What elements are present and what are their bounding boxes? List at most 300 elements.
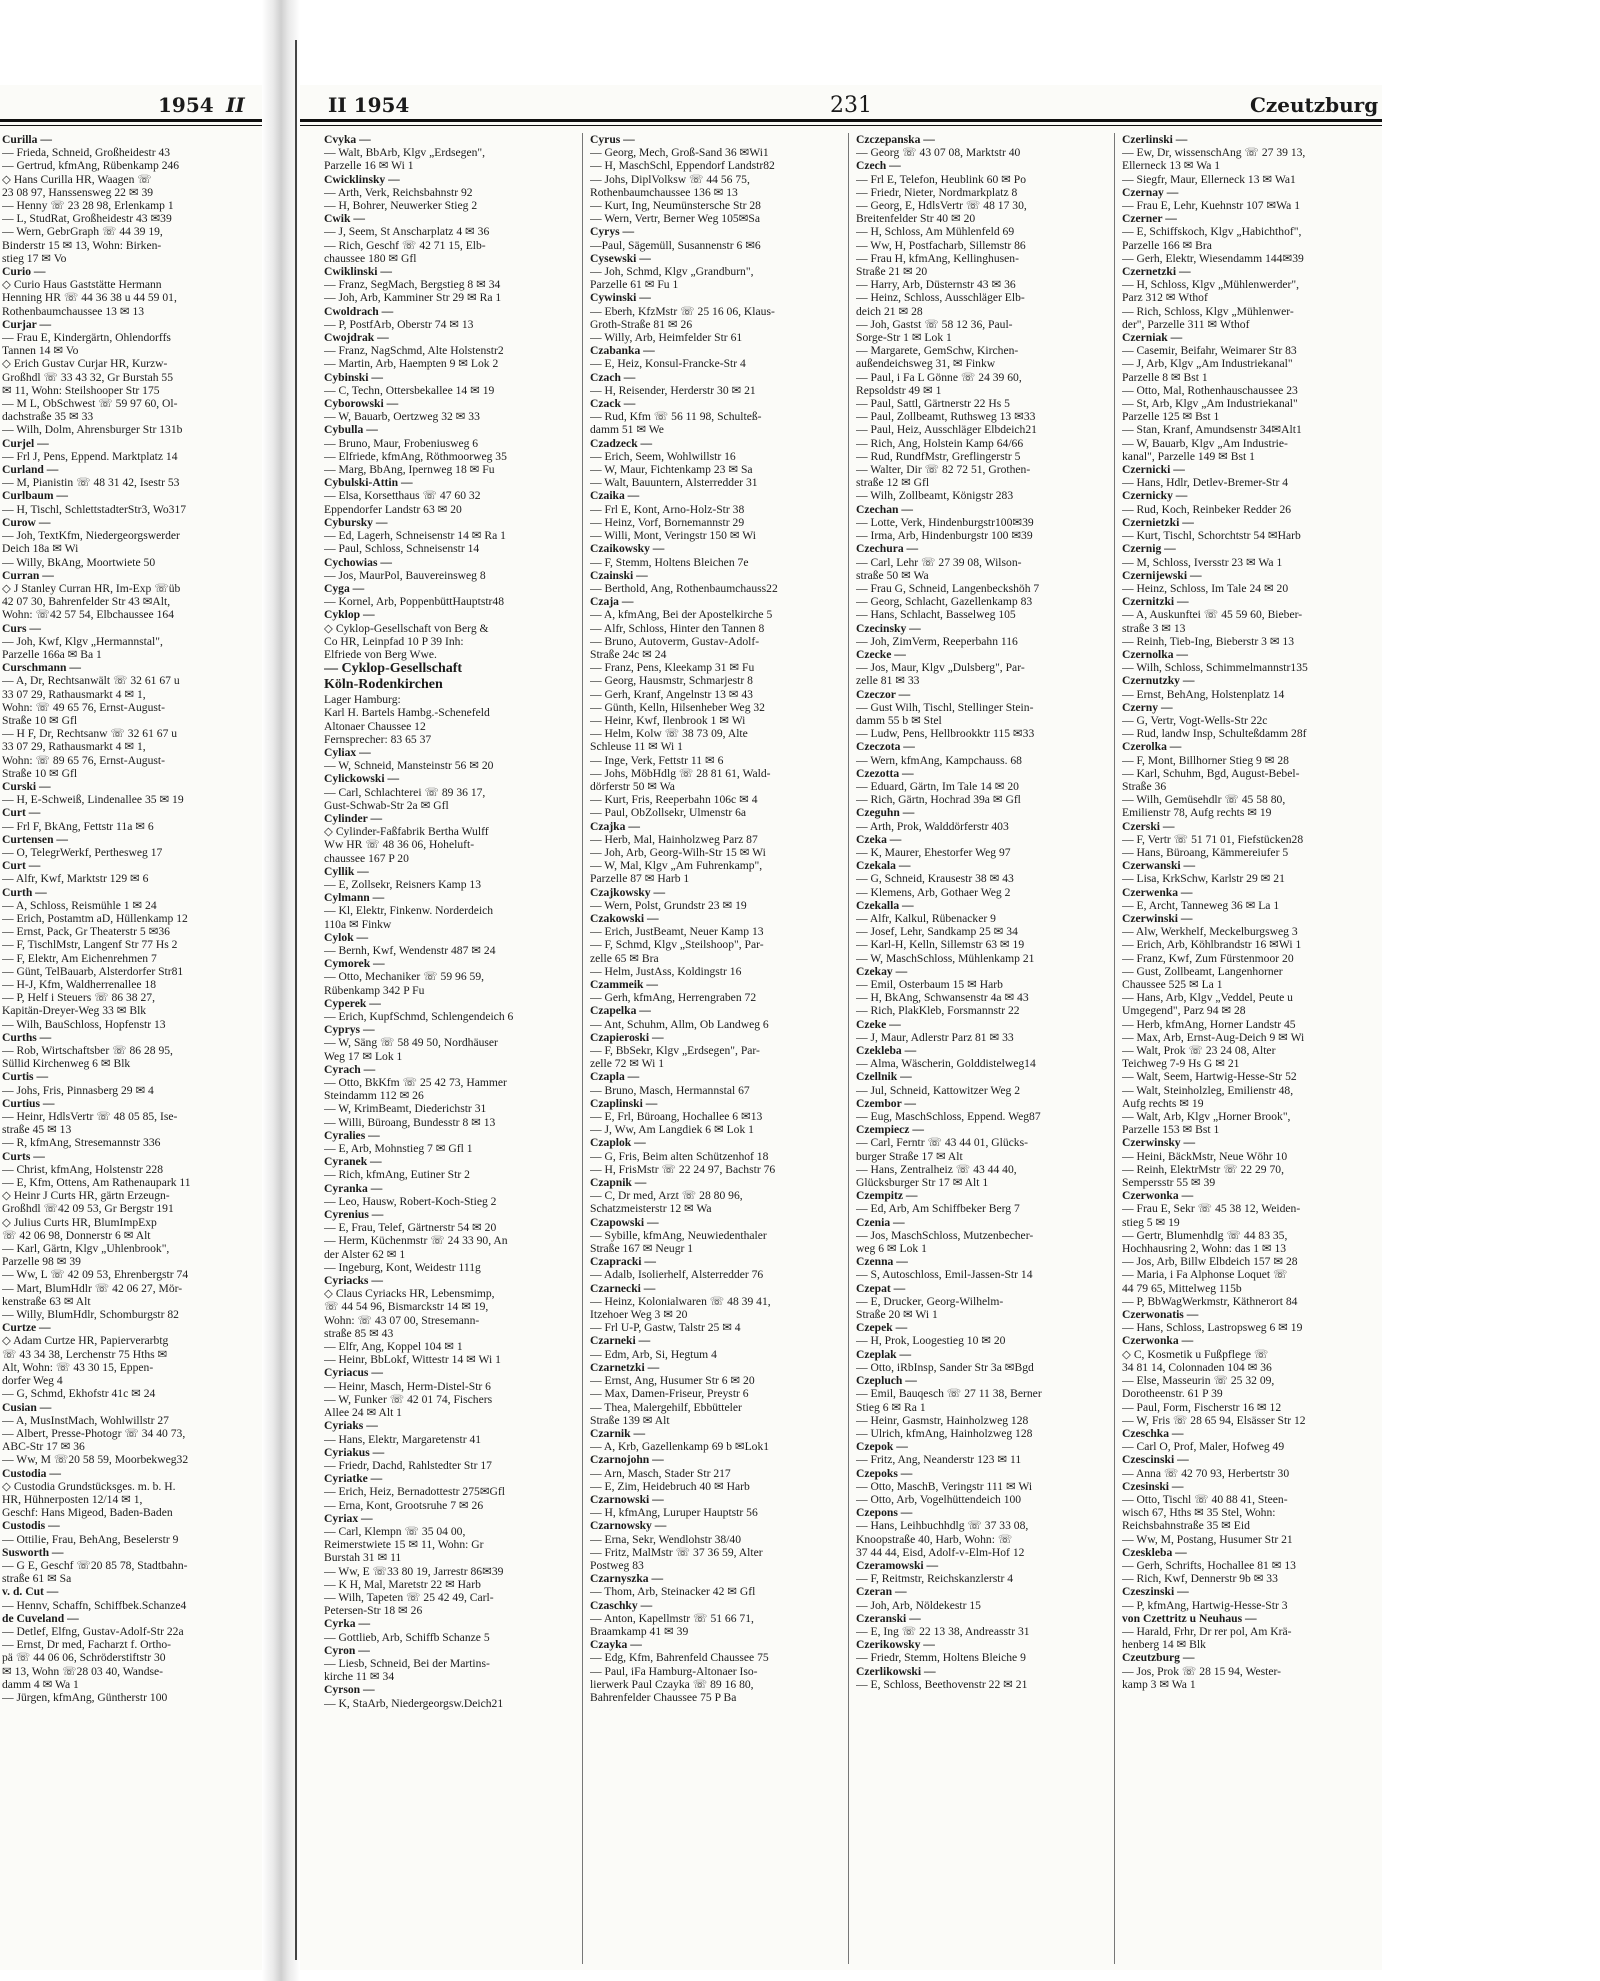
directory-entry: — W, Bauarb, Oertzweg 32 ✉ 33: [324, 410, 480, 424]
directory-entry: ◇ C, Kosmetik u Fußpflege ☏: [1122, 1347, 1269, 1361]
directory-entry: Deich 18a ✉ Wi: [2, 542, 79, 556]
directory-entry: — Wilh, Gemüsehdlr ☏ 45 58 80,: [1122, 793, 1286, 807]
directory-entry: — W, KrimBeamt, Diederichstr 31: [324, 1102, 487, 1116]
directory-entry: — Rich, Gärtn, Hochrad 39a ✉ Gfl: [856, 793, 1021, 807]
directory-entry: — S, Autoschloss, Emil-Jassen-Str 14: [856, 1268, 1033, 1282]
directory-entry: — Ulrich, kfmAng, Hainholzweg 128: [856, 1426, 1033, 1440]
directory-entry: Cylinder —: [324, 811, 383, 825]
directory-entry: Czeguhn —: [856, 806, 915, 820]
directory-entry: Cybursky —: [324, 515, 388, 529]
directory-entry: — Thea, Malergehilf, Ebbütteler: [590, 1400, 742, 1414]
directory-entry: 44 79 65, Mittelweg 115b: [1122, 1281, 1242, 1295]
directory-entry: — Erich, KupfSchmd, Schlengendeich 6: [324, 1010, 514, 1023]
directory-entry: Großhdl ☏42 09 53, Gr Bergstr 191: [2, 1202, 174, 1216]
directory-entry: — Wilh, Zollbeamt, Königstr 283: [856, 489, 1014, 503]
directory-entry: — E, Zollsekr, Reisners Kamp 13: [324, 877, 481, 891]
directory-entry: — Detlef, Elfng, Gustav-Adolf-Str 22a: [2, 1624, 184, 1638]
directory-entry: Cyrys —: [590, 225, 635, 239]
directory-entry: — H, FrisMstr ☏ 22 24 97, Bachstr 76: [590, 1162, 776, 1176]
directory-entry: — H-J, Kfm, Waldherrenallee 18: [2, 978, 157, 991]
directory-entry: — Joh, TextKfm, Niedergeorgswerder: [2, 529, 180, 543]
directory-entry: — Max, Arb, Ernst-Aug-Deich 9 ✉ Wi: [1122, 1030, 1305, 1044]
directory-entry: — F, Mont, Billhorner Stieg 9 ✉ 28: [1122, 753, 1289, 767]
directory-entry: — Friedr, Dachd, Rahlstedter Str 17: [324, 1458, 492, 1472]
directory-entry: — Walt, Steinholzleg, Emilienstr 48,: [1122, 1083, 1294, 1097]
directory-entry: Curtze —: [2, 1321, 51, 1335]
directory-entry: — W, Schneid, Mansteinstr 56 ✉ 20: [324, 759, 494, 773]
directory-entry: — E, Heiz, Konsul-Francke-Str 4: [590, 357, 746, 371]
directory-entry: — Rich, PlakKleb, Forsmannstr 22: [856, 1004, 1020, 1018]
directory-entry: — Joh, Kwf, Klgv „Hermannstal",: [2, 634, 163, 648]
directory-entry: — P, PostfArb, Oberstr 74 ✉ 13: [324, 317, 474, 331]
directory-entry: Czechura —: [856, 542, 919, 556]
directory-entry: Parzelle 8 ✉ Bst 1: [1122, 370, 1208, 384]
directory-entry: Wohn: ☏42 57 54, Elbchaussee 164: [2, 608, 174, 622]
directory-entry: — Rud, Koch, Reinbeker Redder 26: [1122, 502, 1292, 516]
header-rule: [300, 119, 1382, 122]
directory-entry: — Wilh, Dolm, Ahrensburger Str 131b: [2, 423, 183, 437]
directory-entry: — J, Ww, Am Langdiek 6 ✉ Lok 1: [590, 1123, 754, 1137]
directory-entry: — R, kfmAng, Stresemannstr 336: [2, 1136, 161, 1150]
directory-entry: wisch 67, Hths ✉ 35 Stel, Wohn:: [1122, 1506, 1276, 1520]
directory-entry: Cyllik —: [324, 864, 369, 878]
directory-entry: — Georg, E, HdlsVertr ☏ 48 17 30,: [856, 199, 1027, 213]
directory-entry: Süllid Kirchenweg 6 ✉ Blk: [2, 1057, 131, 1071]
directory-entry: henberg 14 ✉ Blk: [1122, 1638, 1206, 1652]
directory-entry: Cysewski —: [590, 251, 651, 265]
directory-entry: — Rud, RundfMstr, Greflingerstr 5: [856, 449, 1021, 463]
directory-entry: — Anton, Kapellmstr ☏ 51 66 71,: [590, 1611, 754, 1625]
directory-entry: stieg 17 ✉ Vo: [2, 251, 67, 265]
directory-entry: Czernolka —: [1122, 647, 1189, 661]
running-head: Czeutzburg: [1250, 93, 1379, 117]
directory-entry: — W, Mal, Klgv „Am Fuhrenkamp",: [590, 859, 763, 873]
directory-entry: 42 07 30, Bahrenfelder Str 43 ✉Alt,: [2, 595, 171, 609]
directory-entry: — Ant, Schuhm, Allm, Ob Landweg 6: [590, 1017, 769, 1031]
directory-entry: kanal", Parzelle 149 ✉ Bst 1: [1122, 449, 1255, 463]
directory-entry: — K, StaArb, Niedergeorgsw.Deich21: [324, 1696, 504, 1710]
directory-entry: Cyriax —: [324, 1511, 373, 1525]
directory-entry: — C, Dr med, Arzt ☏ 28 80 96,: [590, 1189, 743, 1203]
directory-entry: — Arth, Prok, Walddörferstr 403: [856, 819, 1009, 833]
directory-entry: Henning HR ☏ 44 36 38 u 44 59 01,: [2, 291, 177, 305]
directory-entry: Cybulski-Attin —: [324, 476, 413, 490]
directory-entry: Itzehoer Weg 3 ✉ 20: [590, 1308, 688, 1322]
directory-entry: Straße 10 ✉ Gfl: [2, 766, 78, 780]
directory-entry: Czarnik —: [590, 1426, 646, 1440]
directory-entry: Czeskleba —: [1122, 1545, 1187, 1559]
directory-entry: Czekay —: [856, 964, 908, 978]
directory-entry: Czernetzki —: [1122, 265, 1191, 279]
directory-entry: Cyprys —: [324, 1023, 375, 1037]
directory-entry: Teichweg 7-9 Hs G ✉ 21: [1122, 1057, 1240, 1071]
directory-entry: — Franz, Kwf, Zum Fürstenmoor 20: [1122, 951, 1294, 965]
directory-entry: — Elfriede, kfmAng, Röthmoorweg 35: [324, 449, 507, 463]
directory-entry: Cylickowski —: [324, 772, 400, 786]
directory-entry: — Elfr, Ang, Koppel 104 ✉ 1: [324, 1340, 463, 1354]
directory-entry: ◇ Heinr J Curts HR, gärtn Erzeugn-: [2, 1189, 170, 1203]
directory-entry: — Erna, Kont, Grootsruhe 7 ✉ 26: [324, 1498, 484, 1512]
directory-entry: Czerlikowski —: [856, 1664, 936, 1678]
directory-entry: — K, Maurer, Ehestorfer Weg 97: [856, 845, 1011, 859]
directory-entry: Czeke —: [856, 1017, 901, 1031]
directory-entry: — H, Tischl, SchlettstadterStr3, Wo317: [2, 502, 187, 516]
directory-entry: Ww HR ☏ 48 36 06, Hoheluft-: [324, 838, 475, 852]
directory-entry: Curth —: [2, 885, 47, 899]
directory-entry: — Lotte, Verk, Hindenburgstr100✉39: [856, 515, 1034, 529]
directory-entry: — A, Schloss, Reismühle 1 ✉ 24: [2, 898, 157, 912]
directory-entry: — Hennv, Schaffn, Schiffbek.Schanze4: [2, 1598, 187, 1612]
directory-entry: — Ww, H, Postfacharb, Sillemstr 86: [856, 238, 1026, 252]
left-page: [0, 85, 262, 1970]
header-rule-thin: [0, 125, 262, 126]
directory-entry: — Heinz, Schloss, Im Tale 24 ✉ 20: [1122, 581, 1289, 595]
directory-entry: — Helm, Kolw ☏ 38 73 09, Alte: [590, 727, 748, 741]
directory-entry: Czernig —: [1122, 542, 1176, 556]
directory-entry: 23 08 97, Hanssensweg 22 ✉ 39: [2, 185, 154, 199]
directory-entry: Czepoks —: [856, 1466, 913, 1480]
directory-entry: — Emil, Osterbaum 15 ✉ Harb: [856, 978, 1003, 991]
directory-entry: — F, TischlMstr, Langenf Str 77 Hs 2: [2, 938, 178, 952]
header-rule-thin: [300, 125, 1382, 126]
directory-entry: — Frau E, Sekr ☏ 45 38 12, Weiden-: [1122, 1202, 1301, 1216]
directory-entry: — Paul, Zollbeamt, Ruthsweg 13 ✉33: [856, 410, 1036, 424]
directory-entry: — Heinr, Masch, Herm-Distel-Str 6: [324, 1379, 491, 1393]
directory-entry: — G E, Geschf ☏20 85 78, Stadtbahn-: [2, 1558, 188, 1572]
directory-entry: Parzelle 61 ✉ Fu 1: [590, 278, 679, 292]
directory-entry: — Arth, Verk, Reichsbahnstr 92: [324, 185, 473, 199]
directory-entry: — Heinr, Gasmstr, Hainholzweg 128: [856, 1413, 1029, 1427]
directory-entry: ◇ Adam Curtze HR, Papierverarbtg: [2, 1334, 169, 1348]
directory-entry: Großhdl ☏ 33 43 32, Gr Burstah 55: [2, 370, 174, 384]
directory-entry: Czaplok —: [590, 1136, 646, 1150]
directory-entry: — Rich, Kwf, Dennerstr 9b ✉ 33: [1122, 1572, 1278, 1586]
directory-entry: — Hans, Büroang, Kämmereiufer 5: [1122, 845, 1289, 859]
directory-entry: 33 07 29, Rathausmarkt 4 ✉ 1,: [2, 740, 146, 754]
directory-entry: Eppendorfer Landstr 63 ✉ 20: [324, 502, 462, 516]
directory-entry: — Wern, Vertr, Berner Weg 105✉Sa: [590, 212, 760, 226]
directory-entry: — Anna ☏ 42 70 93, Herbertstr 30: [1122, 1466, 1290, 1480]
directory-entry: — Gerh, kfmAng, Herrengraben 72: [590, 991, 757, 1005]
directory-entry: — Martin, Arb, Haempten 9 ✉ Lok 2: [324, 357, 499, 371]
directory-entry: — Margarete, GemSchw, Kirchen-: [856, 344, 1019, 358]
directory-entry: Czeranski —: [856, 1611, 921, 1625]
directory-entry: — E, Ing ☏ 22 13 38, Andreasstr 31: [856, 1624, 1030, 1638]
directory-entry: — Rich, kfmAng, Eutiner Str 2: [324, 1168, 470, 1182]
directory-entry: — Paul, Heiz, Ausschläger Elbdeich21: [856, 423, 1037, 437]
directory-entry: — Hans, Hdlr, Detlev-Bremer-Str 4: [1122, 476, 1289, 490]
directory-entry: — Jos, MaurPol, Bauvereinsweg 8: [324, 568, 486, 582]
directory-entry: — Ludw, Pens, Hellbrookktr 115 ✉33: [856, 727, 1035, 741]
directory-entry: Czescinski —: [1122, 1453, 1189, 1467]
gutter-rule: [295, 40, 297, 1960]
directory-entry: — Erna, Sekr, Wendlohstr 38/40: [590, 1532, 742, 1546]
directory-entry: — M, Pianistin ☏ 48 31 42, Isestr 53: [2, 476, 180, 490]
directory-entry: ☏ 43 34 38, Lerchenstr 75 Hths ✉: [2, 1347, 168, 1361]
directory-entry: Czerikowsky —: [856, 1638, 935, 1652]
directory-entry: — Kornel, Arb, PoppenbüttHauptstr48: [324, 595, 505, 609]
directory-entry: Cwojdrak —: [324, 331, 389, 345]
directory-entry: Sorge-Str 1 ✉ Lok 1: [856, 331, 952, 345]
directory-entry: — Rob, Wirtschaftsber ☏ 86 28 95,: [2, 1044, 173, 1058]
directory-entry: Parzelle 125 ✉ Bst 1: [1122, 410, 1220, 424]
directory-entry: — Rich, Schloss, Klgv „Mühlenwer-: [1122, 304, 1294, 318]
directory-entry: Curski —: [2, 779, 51, 793]
directory-entry: Czenia —: [856, 1215, 905, 1229]
directory-entry: Parzelle 166 ✉ Bra: [1122, 238, 1212, 252]
directory-entry: Fernsprecher: 83 65 37: [324, 732, 432, 746]
directory-entry: — Otto, BkKfm ☏ 25 42 73, Hammer: [324, 1076, 507, 1090]
directory-entry: der", Parzelle 311 ✉ Wthof: [1122, 317, 1250, 331]
directory-entry: Czaschky —: [590, 1598, 653, 1612]
directory-entry: — W, Fris ☏ 28 65 94, Elsässer Str 12: [1122, 1413, 1306, 1427]
directory-entry: — G, Schneid, Krausestr 38 ✉ 43: [856, 872, 1014, 886]
directory-entry: — E, Zim, Heidebruch 40 ✉ Harb: [590, 1479, 750, 1493]
directory-entry: Czeczor —: [856, 687, 911, 701]
directory-entry: Geschf: Hans Migeod, Baden-Baden: [2, 1506, 173, 1520]
directory-entry: Czabanka —: [590, 344, 655, 358]
directory-entry: Cyriacks —: [324, 1274, 383, 1288]
directory-entry: — Johs, Fris, Pinnasberg 29 ✉ 4: [2, 1083, 154, 1097]
directory-entry: — Leo, Hausw, Robert-Koch-Stieg 2: [324, 1194, 497, 1208]
directory-entry: — Irma, Arb, Hindenburgstr 100 ✉39: [856, 529, 1033, 543]
directory-entry: — Georg, Hausmstr, Schmarjestr 8: [590, 674, 753, 688]
directory-entry: Czerwonka —: [1122, 1189, 1194, 1203]
directory-entry: Czecinsky —: [856, 621, 921, 635]
directory-entry: — Hans, Elektr, Margaretenstr 41: [324, 1432, 482, 1446]
directory-entry: zelle 81 ✉ 33: [856, 674, 920, 688]
directory-entry: dörferstr 50 ✉ Wa: [590, 779, 675, 793]
directory-entry: Cwoldrach —: [324, 304, 394, 318]
directory-entry: — P, Helf i Steuers ☏ 86 38 27,: [2, 991, 155, 1005]
directory-entry: — Wern, Polst, Grundstr 23 ✉ 19: [590, 898, 747, 912]
directory-entry: Czapelka —: [590, 1004, 651, 1018]
directory-entry: — Wilh, BauSchloss, Hopfenstr 13: [2, 1017, 166, 1031]
directory-entry: — Ernst, BehAng, Holstenplatz 14: [1122, 687, 1285, 701]
directory-entry: Curtensen —: [2, 832, 69, 846]
directory-entry: — K H, Mal, Maretstr 22 ✉ Harb: [324, 1577, 481, 1591]
directory-entry: Czernitzki —: [1122, 595, 1189, 609]
directory-entry: — G, Fris, Beim alten Schützenhof 18: [590, 1149, 769, 1163]
directory-entry: Altonaer Chaussee 12: [324, 719, 426, 733]
directory-entry: — E, Drucker, Georg-Wilhelm-: [856, 1294, 1004, 1308]
directory-entry: — Gertr, Blumenhdlg ☏ 44 83 35,: [1122, 1228, 1288, 1242]
directory-entry: — Johs, MöbHdlg ☏ 28 81 61, Wald-: [590, 766, 771, 780]
directory-entry: — W, Bauarb, Klgv „Am Industrie-: [1122, 436, 1288, 450]
directory-entry: — Georg, Schlacht, Gazellenkamp 83: [856, 595, 1033, 609]
directory-entry: Rothenbaumchaussee 136 ✉ 13: [590, 185, 738, 199]
directory-entry: — Heini, BäckMstr, Neue Wöhr 10: [1122, 1149, 1288, 1163]
directory-entry: — A, Dr, Rechtsanwält ☏ 32 61 67 u: [2, 674, 180, 688]
directory-entry: — Jos, MaschSchloss, Mutzenbecher-: [856, 1228, 1034, 1242]
directory-entry: Cylok —: [324, 930, 369, 944]
directory-entry: — Albert, Presse-Photogr ☏ 34 40 73,: [2, 1426, 186, 1440]
directory-entry: Wohn: ☏ 43 07 00, Stresemann-: [324, 1313, 480, 1327]
directory-entry: — Thom, Arb, Steinacker 42 ✉ Gfl: [590, 1585, 756, 1599]
directory-entry: — A, MusInstMach, Wohlwillstr 27: [2, 1413, 169, 1427]
directory-entry: Cyron —: [324, 1643, 370, 1657]
directory-entry: Straße 10 ✉ Gfl: [2, 713, 78, 727]
directory-entry: — Gerh, Kranf, Angelnstr 13 ✉ 43: [590, 687, 753, 701]
directory-entry: Cvyka —: [324, 133, 371, 146]
directory-entry: von Czettritz u Neuhaus —: [1122, 1611, 1257, 1625]
directory-entry: — E, Frau, Telef, Gärtnerstr 54 ✉ 20: [324, 1221, 497, 1235]
directory-entry: Czecke —: [856, 647, 906, 661]
directory-entry: Curt —: [2, 859, 41, 873]
directory-entry: Czernutzky —: [1122, 674, 1195, 688]
directory-entry: Czernietzki —: [1122, 515, 1194, 529]
directory-entry: Czack —: [590, 397, 636, 411]
directory-entry: Czarnetzki —: [590, 1360, 660, 1374]
directory-entry: Cyborowski —: [324, 397, 399, 411]
directory-entry: — Liesb, Schneid, Bei der Martins-: [324, 1656, 490, 1670]
directory-entry: — Erich, JustBeamt, Neuer Kamp 13: [590, 925, 764, 939]
directory-entry: — Ingeburg, Kont, Weidestr 111g: [324, 1260, 481, 1274]
directory-entry: — Carl, Lehr ☏ 27 39 08, Wilson-: [856, 555, 1022, 569]
directory-entry: — Fritz, Ang, Neanderstr 123 ✉ 11: [856, 1453, 1022, 1467]
directory-entry: — Gust Wilh, Tischl, Stellinger Stein-: [856, 700, 1034, 714]
directory-entry: — Carl, Schlachterei ☏ 89 36 17,: [324, 785, 486, 799]
directory-entry: Czajkowsky —: [590, 885, 666, 899]
directory-entry: Czerlinski —: [1122, 133, 1188, 146]
directory-entry: ◇ Custodia Grundstücksges. m. b. H.: [2, 1479, 176, 1493]
directory-entry: 34 81 14, Colonnaden 104 ✉ 36: [1122, 1360, 1272, 1374]
directory-entry: damm 55 b ✉ Stel: [856, 713, 942, 727]
directory-entry: Parzelle 98 ✉ 39: [2, 1255, 81, 1269]
directory-entry: — Else, Masseurin ☏ 25 32 09,: [1122, 1374, 1275, 1388]
directory-entry: Cwicklinsky —: [324, 172, 400, 186]
directory-entry: Czech —: [856, 159, 901, 173]
directory-entry: Czeczota —: [856, 740, 915, 754]
directory-entry: Cyriacus —: [324, 1366, 383, 1380]
directory-entry: — Kurt, Tischl, Schorchtstr 54 ✉Harb: [1122, 529, 1301, 543]
directory-entry: Czeka —: [856, 832, 902, 846]
directory-entry: — E, Archt, Tanneweg 36 ✉ La 1: [1122, 898, 1280, 912]
directory-entry: Cyklop —: [324, 608, 375, 622]
directory-entry: Curland —: [2, 463, 59, 477]
directory-entry: — H, Bohrer, Neuwerker Stieg 2: [324, 199, 478, 213]
directory-entry: — Rich, Ang, Holstein Kamp 64/66: [856, 436, 1024, 450]
directory-entry: — Bruno, Autoverm, Gustav-Adolf-: [590, 634, 760, 648]
directory-entry: Chaussee 525 ✉ La 1: [1122, 978, 1223, 991]
directory-entry: Reimerstwiete 15 ✉ 11, Wohn: Gr: [324, 1538, 484, 1552]
directory-entry: — Wilh, Schloss, Schimmelmannstr135: [1122, 661, 1308, 675]
directory-entry: Gust-Schwab-Str 2a ✉ Gfl: [324, 798, 449, 812]
directory-entry: Czembor —: [856, 1096, 916, 1110]
directory-entry: Parzelle 153 ✉ Bst 1: [1122, 1123, 1220, 1137]
directory-entry: — Otto, MaschB, Veringstr 111 ✉ Wi: [856, 1479, 1033, 1493]
directory-entry: — Franz, Pens, Kleekamp 31 ✉ Fu: [590, 661, 755, 675]
directory-entry: Parzelle 166a ✉ Ba 1: [2, 647, 102, 661]
directory-entry: Alt, Wohn: ☏ 43 30 15, Eppen-: [2, 1360, 154, 1374]
directory-entry: — Erich, Seem, Wohlwillstr 16: [590, 449, 736, 463]
directory-entry: — Klemens, Arb, Gothaer Weg 2: [856, 885, 1011, 899]
directory-entry: Burstah 31 ✉ 11: [324, 1551, 402, 1565]
directory-entry: — Wilh, Tapeten ☏ 25 42 49, Carl-: [324, 1590, 494, 1604]
directory-entry: Czeplak —: [856, 1347, 912, 1361]
directory-entry: — Jos, Arb, Billw Elbdeich 157 ✉ 28: [1122, 1255, 1298, 1269]
directory-entry: — A, Krb, Gazellenkamp 69 b ✉Lok1: [590, 1440, 770, 1454]
directory-entry: Czerner —: [1122, 212, 1177, 226]
directory-entry: Cyperek —: [324, 996, 381, 1010]
directory-entry: Czarneki —: [590, 1334, 651, 1348]
directory-entry: Cybinski —: [324, 370, 383, 384]
directory-entry: — Carl, Ferntr ☏ 43 44 01, Glücks-: [856, 1136, 1028, 1150]
directory-entry: — Georg, Mech, Groß-Sand 36 ✉Wi1: [590, 146, 769, 160]
directory-entry: — E, Kfm, Ottens, Am Rathenaupark 11: [2, 1176, 191, 1190]
directory-entry: Czajka —: [590, 819, 640, 833]
directory-entry: Czerski —: [1122, 819, 1175, 833]
directory-entry: — Ew, Dr, wissenschAng ☏ 27 39 13,: [1122, 146, 1306, 160]
directory-entry: — Walt, BbArb, Klgv „Erdsegen",: [324, 146, 486, 160]
directory-entry: — Gottlieb, Arb, Schiffb Schanze 5: [324, 1630, 490, 1644]
directory-entry: — Karl-H, Kelln, Sillemstr 63 ✉ 19: [856, 938, 1025, 952]
directory-entry: — G, Schmd, Ekhofstr 41c ✉ 24: [2, 1387, 156, 1401]
directory-entry: — Gerh, Schrifts, Hochallee 81 ✉ 13: [1122, 1558, 1296, 1572]
directory-column: [324, 133, 583, 1964]
directory-entry: — Ww, L ☏ 42 09 53, Ehrenbergstr 74: [2, 1268, 189, 1282]
directory-entry: — Casemir, Beifahr, Weimarer Str 83: [1122, 344, 1297, 358]
directory-entry: — Joh, ZimVerm, Reeperbahn 116: [856, 634, 1018, 648]
directory-entry: — Friedr, Nieter, Nordmarkplatz 8: [856, 185, 1018, 199]
directory-entry: Czellnik —: [856, 1070, 912, 1084]
directory-entry: Stieg 6 ✉ Ra 1: [856, 1400, 926, 1414]
directory-entry: — Willi, Mont, Veringstr 150 ✉ Wi: [590, 529, 756, 543]
directory-entry: — Gerh, Elektr, Wiesendamm 144✉39: [1122, 251, 1304, 265]
directory-entry: — W, Säng ☏ 58 49 50, Nordhäuser: [324, 1036, 498, 1050]
directory-entry: Cusian —: [2, 1400, 52, 1414]
directory-entry: — Christ, kfmAng, Holstenstr 228: [2, 1162, 164, 1176]
directory-entry: — Carl, Klempn ☏ 35 04 00,: [324, 1524, 466, 1538]
directory-entry: Czeszinski —: [1122, 1585, 1189, 1599]
directory-entry: Köln-Rodenkirchen: [324, 677, 443, 693]
directory-entry: — Heinr, HdlsVertr ☏ 48 05 85, Ise-: [2, 1110, 178, 1124]
directory-entry: — A, kfmAng, Bei der Apostelkirche 5: [590, 608, 773, 622]
directory-entry: Bahrenfelder Chaussee 75 P Ba: [590, 1690, 737, 1704]
directory-entry: — Otto, Tischl ☏ 40 88 41, Steen-: [1122, 1492, 1288, 1506]
directory-entry: — Henny ☏ 23 28 98, Erlenkamp 1: [2, 199, 174, 213]
directory-entry: — H F, Dr, Rechtsanw ☏ 32 61 67 u: [2, 727, 178, 741]
directory-entry: Cyralies —: [324, 1128, 380, 1142]
directory-entry: — St, Arb, Klgv „Am Industriekanal": [1122, 397, 1298, 411]
directory-entry: pä ☏ 44 06 06, Schröderstiftstr 30: [2, 1651, 166, 1665]
directory-entry: — Frl E, Telefon, Heublink 60 ✉ Po: [856, 172, 1027, 186]
directory-entry: — F, BbSekr, Klgv „Erdsegen", Par-: [590, 1044, 760, 1058]
directory-entry: ☏ 42 06 98, Donnerstr 6 ✉ Alt: [2, 1228, 151, 1242]
directory-entry: — H, kfmAng, Luruper Hauptstr 56: [590, 1506, 758, 1520]
directory-entry: Breitenfelder Str 40 ✉ 20: [856, 212, 976, 226]
directory-entry: — Willy, BlumHdlr, Schomburgstr 82: [2, 1308, 179, 1322]
directory-entry: — Willy, BkAng, Moortwiete 50: [2, 555, 156, 569]
directory-entry: kenstraße 63 ✉ Alt: [2, 1294, 91, 1308]
directory-entry: — Maria, i Fa Alphonse Loquet ☏: [1122, 1268, 1288, 1282]
directory-entry: — Frl E, Kont, Arno-Holz-Str 38: [590, 502, 745, 516]
directory-entry: Czernicky —: [1122, 489, 1188, 503]
directory-entry: — Erich, Postamtm aD, Hüllenkamp 12: [2, 911, 188, 925]
directory-entry: Czapieroski —: [590, 1030, 664, 1044]
directory-entry: ✉ 13, Wohn ☏28 03 40, Wandse-: [2, 1664, 164, 1678]
left-header-year: 1954: [158, 93, 214, 117]
directory-entry: — Heinz, Kolonialwaren ☏ 48 39 41,: [590, 1294, 771, 1308]
directory-entry: — Heinr, BbLokf, Wittestr 14 ✉ Wi 1: [324, 1353, 501, 1367]
directory-entry: Czerniak —: [1122, 331, 1183, 345]
directory-entry: Czepluch —: [856, 1374, 917, 1388]
directory-entry: — Ernst, Dr med, Facharzt f. Ortho-: [2, 1638, 172, 1652]
directory-entry: — Walt, Bauuntern, Alsterredder 31: [590, 476, 758, 490]
directory-entry: dorfer Weg 4: [2, 1374, 63, 1388]
directory-entry: — Walt, Prok ☏ 23 24 08, Alter: [1122, 1044, 1276, 1058]
directory-entry: — Wern, GebrGraph ☏ 44 39 19,: [2, 225, 163, 239]
